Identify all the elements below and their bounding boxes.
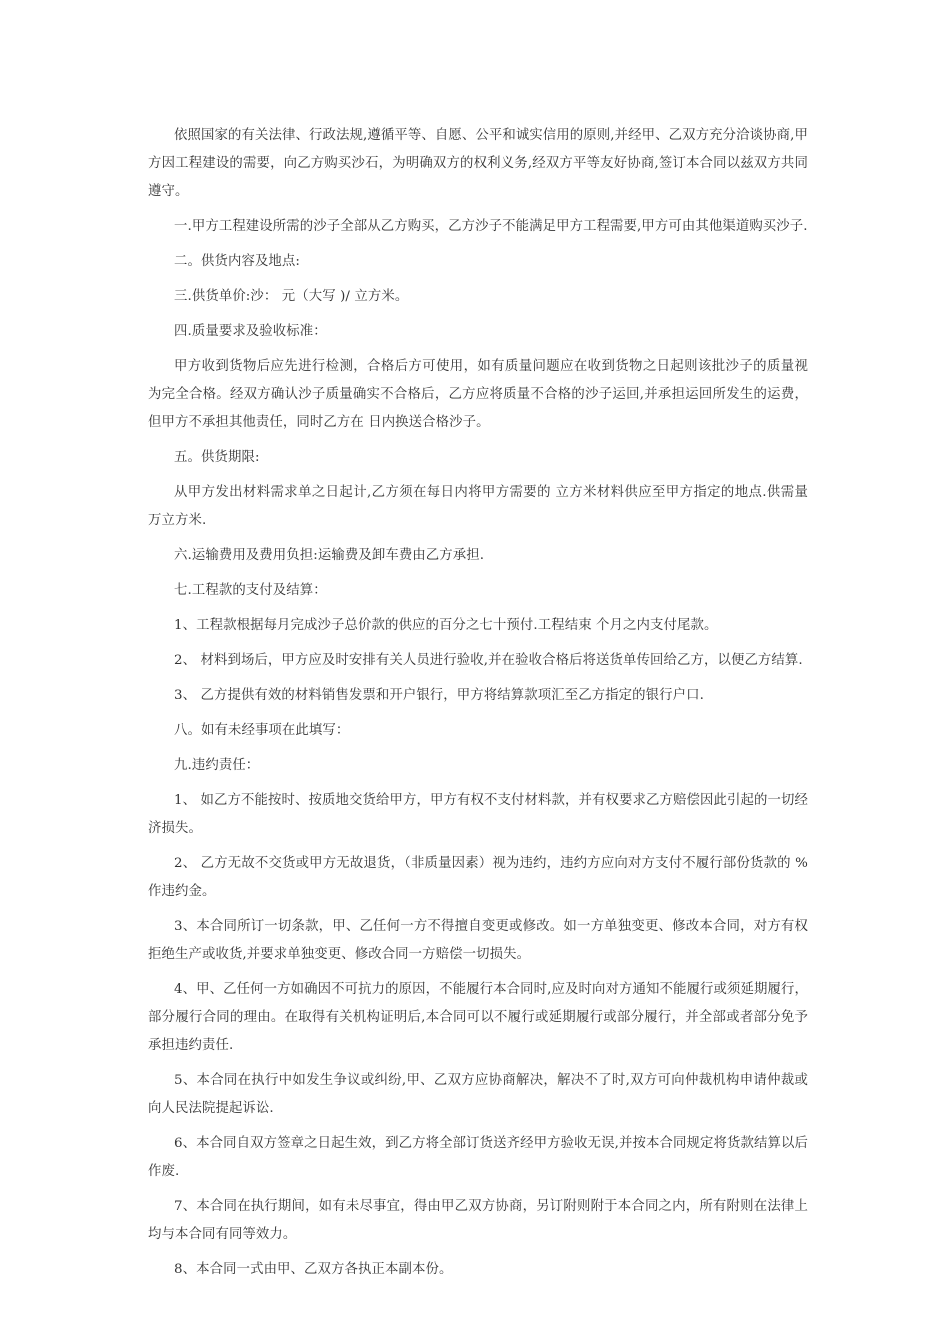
- clause-9-item-7: 7、本合同在执行期间，如有未尽事宜，得由甲乙双方协商，另订附则附于本合同之内，所有附则在法律上均与本合同有同等效力。: [148, 1199, 808, 1242]
- clause-6-transport: 六.运输费用及费用负担:运输费及卸车费由乙方承担.: [174, 548, 485, 563]
- intro-paragraph: 依照国家的有关法律、行政法规,遵循平等、自愿、公平和诚实信用的原则,并经甲、乙双方充分洽谈协商,甲方因工程建设的需要，向乙方购买沙石，为明确双方的权利义务,经双方平等友好协商,签订本合同以兹双方共同遵守。: [148, 128, 808, 199]
- clause-9-heading: 九.违约责任：: [174, 758, 260, 773]
- clause-9-item-3: 3、本合同所订一切条款，甲、乙任何一方不得擅自变更或修改。如一方单独变更、修改本合同，对方有权拒绝生产或收货,并要求单独变更、修改合同一方赔偿一切损失。: [148, 919, 808, 962]
- clause-7-item-1: 1、工程款根据每月完成沙子总价款的供应的百分之七十预付.工程结束 个月之内支付尾款。: [174, 618, 718, 633]
- clause-7-heading: 七.工程款的支付及结算：: [174, 583, 327, 598]
- clause-9-item-8: 8、本合同一式由甲、乙双方各执正本副本份。: [174, 1262, 453, 1277]
- clause-5-heading: 五。供货期限:: [174, 450, 260, 465]
- clause-2-heading: 二。供货内容及地点:: [174, 254, 301, 269]
- clause-5-body: 从甲方发出材料需求单之日起计,乙方须在每日内将甲方需要的 立方米材料供应至甲方指定的地点.供需量 万立方米.: [148, 485, 808, 528]
- clause-7-item-3: 3、 乙方提供有效的材料销售发票和开户银行，甲方将结算款项汇至乙方指定的银行户口.: [174, 688, 704, 703]
- clause-9-item-1: 1、 如乙方不能按时、按质地交货给甲方，甲方有权不支付材料款，并有权要求乙方赔偿因此引起的一切经济损失。: [148, 793, 808, 836]
- clause-9-item-5: 5、本合同在执行中如发生争议或纠纷,甲、乙双方应协商解决，解决不了时,双方可向仲裁机构申请仲裁或向人民法院提起诉讼.: [148, 1073, 808, 1116]
- clause-9-item-4: 4、甲、乙任何一方如确因不可抗力的原因，不能履行本合同时,应及时向对方通知不能履行或须延期履行，部分履行合同的理由。在取得有关机构证明后,本合同可以不履行或延期履行或部分履行，并全部或者部分免予承担违约责任.: [148, 982, 808, 1053]
- clause-4-heading: 四.质量要求及验收标准：: [174, 324, 327, 339]
- clause-7-item-2: 2、 材料到场后，甲方应及时安排有关人员进行验收,并在验收合格后将送货单传回给乙方，以便乙方结算.: [174, 653, 803, 668]
- clause-9-item-2: 2、 乙方无故不交货或甲方无故退货，（非质量因素）视为违约，违约方应向对方支付不履行部份货款的 %作违约金。: [148, 856, 808, 899]
- clause-9-item-6: 6、本合同自双方签章之日起生效，到乙方将全部订货送齐经甲方验收无误,并按本合同规定将货款结算以后作废.: [148, 1136, 808, 1179]
- clause-4-body: 甲方收到货物后应先进行检测，合格后方可使用，如有质量问题应在收到货物之日起则该批沙子的质量视为完全合格。经双方确认沙子质量确实不合格后，乙方应将质量不合格的沙子运回,并承担运回所发生的运费，但甲方不承担其他责任，同时乙方在 日内换送合格沙子。: [148, 359, 808, 430]
- clause-3-unit-price: 三.供货单价:沙： 元（大写 )/ 立方米。: [174, 289, 409, 304]
- clause-1-purchase-source: 一.甲方工程建设所需的沙子全部从乙方购买，乙方沙子不能满足甲方工程需要,甲方可由其他渠道购买沙子.: [174, 219, 808, 234]
- contract-body: [148, 122, 808, 1291]
- clause-8-heading: 八。如有未经事项在此填写：: [174, 723, 350, 738]
